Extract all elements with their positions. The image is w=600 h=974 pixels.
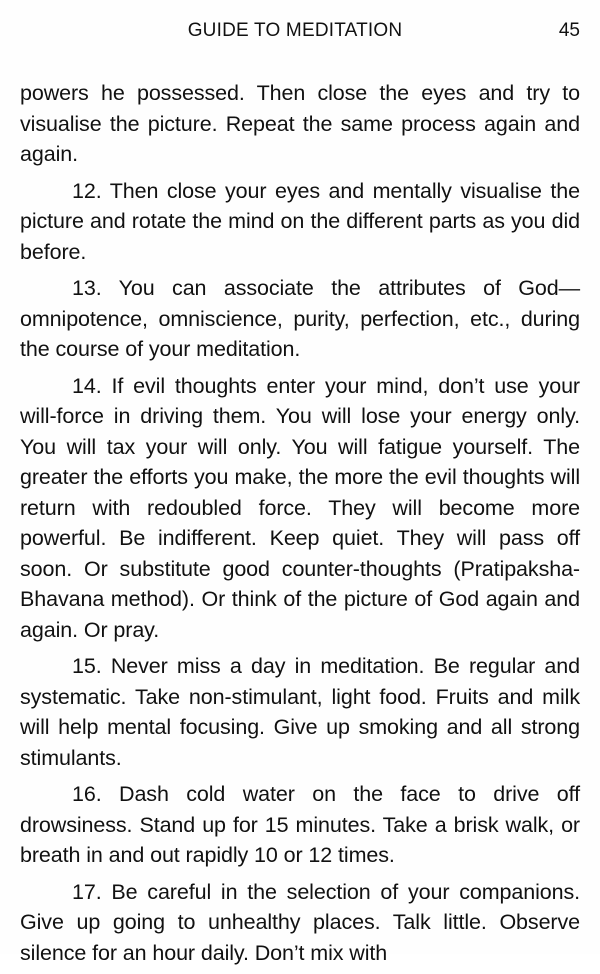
paragraph-17: 17. Be careful in the selection of your companions. Give up going to unhealthy places. Talk little. Observe silence for an hour daily. Don’t mix with xyxy=(20,879,580,965)
paragraph-12: 12. Then close your eyes and mentally visualise the picture and rotate the mind on the different parts as you did before. xyxy=(20,178,580,264)
page-header xyxy=(0,20,600,46)
paragraph-14: 14. If evil thoughts enter your mind, don’t use your will-force in driving them. You will lose your energy only. You will tax your will only. You will fatigue yourself. The greater the efforts you make, the more the evil thoughts will return with redoubled force. They will become more powerful. Be indifferent. Keep quiet. They will pass off soon. Or substitute good counter-thoughts (Pratipaksha-Bhavana method). Or think of the picture of God again and again. Or pray. xyxy=(20,373,580,642)
paragraph-16: 16. Dash cold water on the face to drive off drowsiness. Stand up for 15 minutes. Take a brisk walk, or breath in and out rapidly 10 or 12 times. xyxy=(20,782,580,867)
body-text xyxy=(20,78,580,974)
page-number: 45 xyxy=(558,20,580,41)
running-title-text: GUIDE TO MEDITATION xyxy=(187,20,403,41)
paragraph-continuation: powers he possessed. Then close the eyes and try to visualise the picture. Repeat the same process again and again. xyxy=(20,81,580,166)
paragraph-15: 15. Never miss a day in meditation. Be regular and systematic. Take non-stimulant, light food. Fruits and milk will help mental focusing. Give up smoking and all strong stimulants. xyxy=(20,654,580,770)
running-title xyxy=(0,20,600,42)
paragraph-13: 13. You can associate the attributes of God— omnipotence, omniscience, purity, perfection, etc., during the course of your meditation. xyxy=(20,276,580,361)
